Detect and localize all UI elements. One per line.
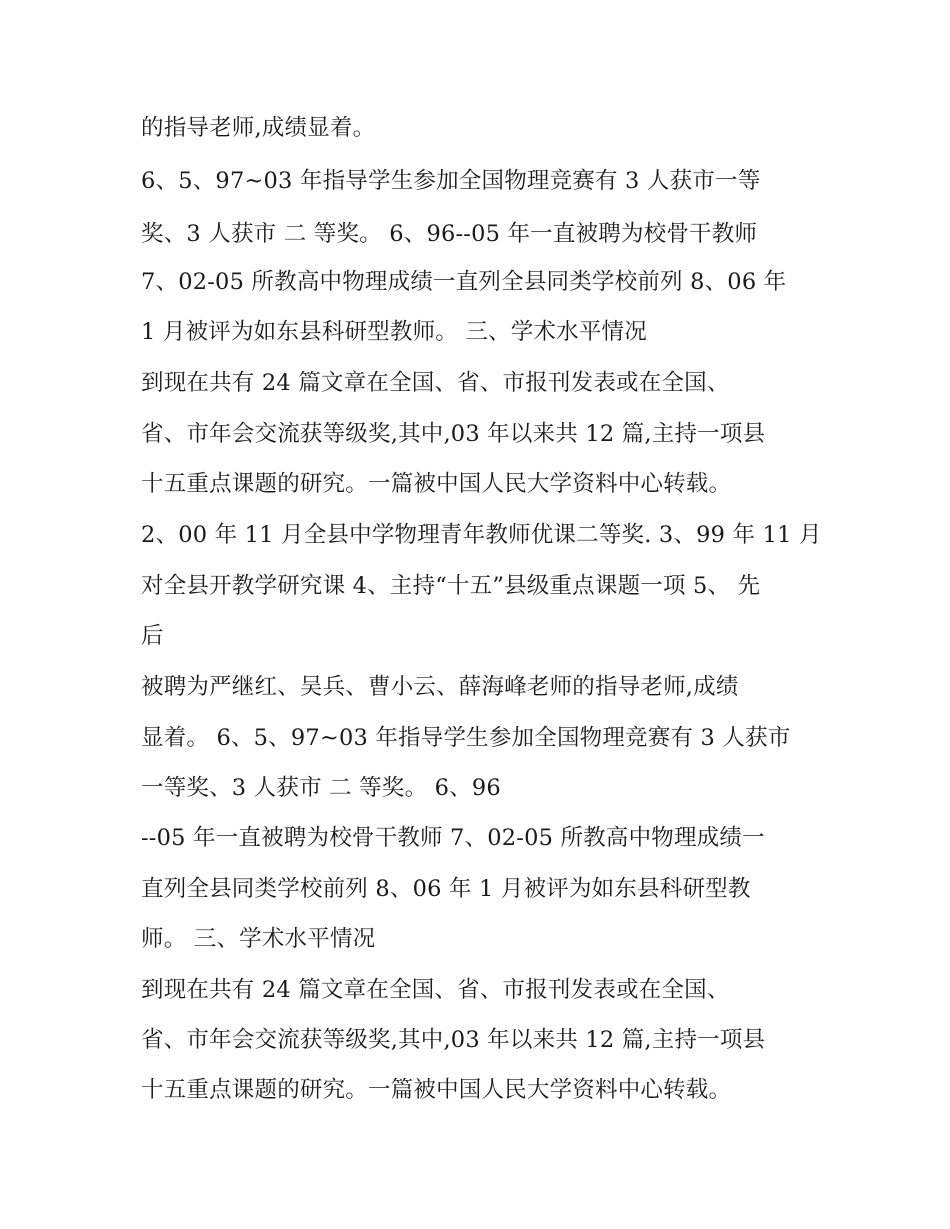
- text-line-7: 省、市年会交流获等级奖,其中,03 年以来共 12 篇,主持一项县: [141, 421, 766, 447]
- text-line-15: --05 年一直被聘为校骨干教师 7、02-05 所教高中物理成绩一: [141, 825, 765, 851]
- text-line-13: 显着。 6、5、97~03 年指导学生参加全国物理竞赛有 3 人获市: [141, 725, 791, 751]
- text-line-5: 1 月被评为如东县科研型教师。 三、学术水平情况: [141, 319, 647, 345]
- text-line-11: 后: [141, 623, 164, 649]
- text-line-8: 十五重点课题的研究。一篇被中国人民大学资料中心转载。: [141, 471, 732, 497]
- text-line-12: 被聘为严继红、吴兵、曹小云、薛海峰老师的指导老师,成绩: [141, 674, 739, 700]
- text-line-16: 直列全县同类学校前列 8、06 年 1 月被评为如东县科研型教: [141, 876, 751, 902]
- text-line-20: 十五重点课题的研究。一篇被中国人民大学资料中心转载。: [141, 1077, 732, 1103]
- text-line-1: 的指导老师,成绩显着。: [141, 115, 376, 141]
- text-line-6: 到现在共有 24 篇文章在全国、省、市报刊发表或在全国、: [141, 370, 730, 396]
- text-line-17: 师。 三、学术水平情况: [141, 926, 376, 952]
- text-line-14: 一等奖、3 人获市 二 等奖。 6、96: [141, 775, 501, 801]
- text-line-4: 7、02-05 所教高中物理成绩一直列全县同类学校前列 8、06 年: [141, 269, 787, 295]
- text-line-19: 省、市年会交流获等级奖,其中,03 年以来共 12 篇,主持一项县: [141, 1027, 766, 1053]
- text-line-2: 6、5、97~03 年指导学生参加全国物理竞赛有 3 人获市一等: [141, 168, 761, 194]
- text-line-10: 对全县开教学研究课 4、主持“十五”县级重点课题一项 5、 先: [141, 573, 761, 599]
- text-line-18: 到现在共有 24 篇文章在全国、省、市报刊发表或在全国、: [141, 977, 730, 1003]
- text-line-9: 2、00 年 11 月全县中学物理青年教师优课二等奖. 3、99 年 11 月: [141, 522, 822, 548]
- text-line-3: 奖、3 人获市 二 等奖。 6、96--05 年一直被聘为校骨干教师: [141, 221, 758, 247]
